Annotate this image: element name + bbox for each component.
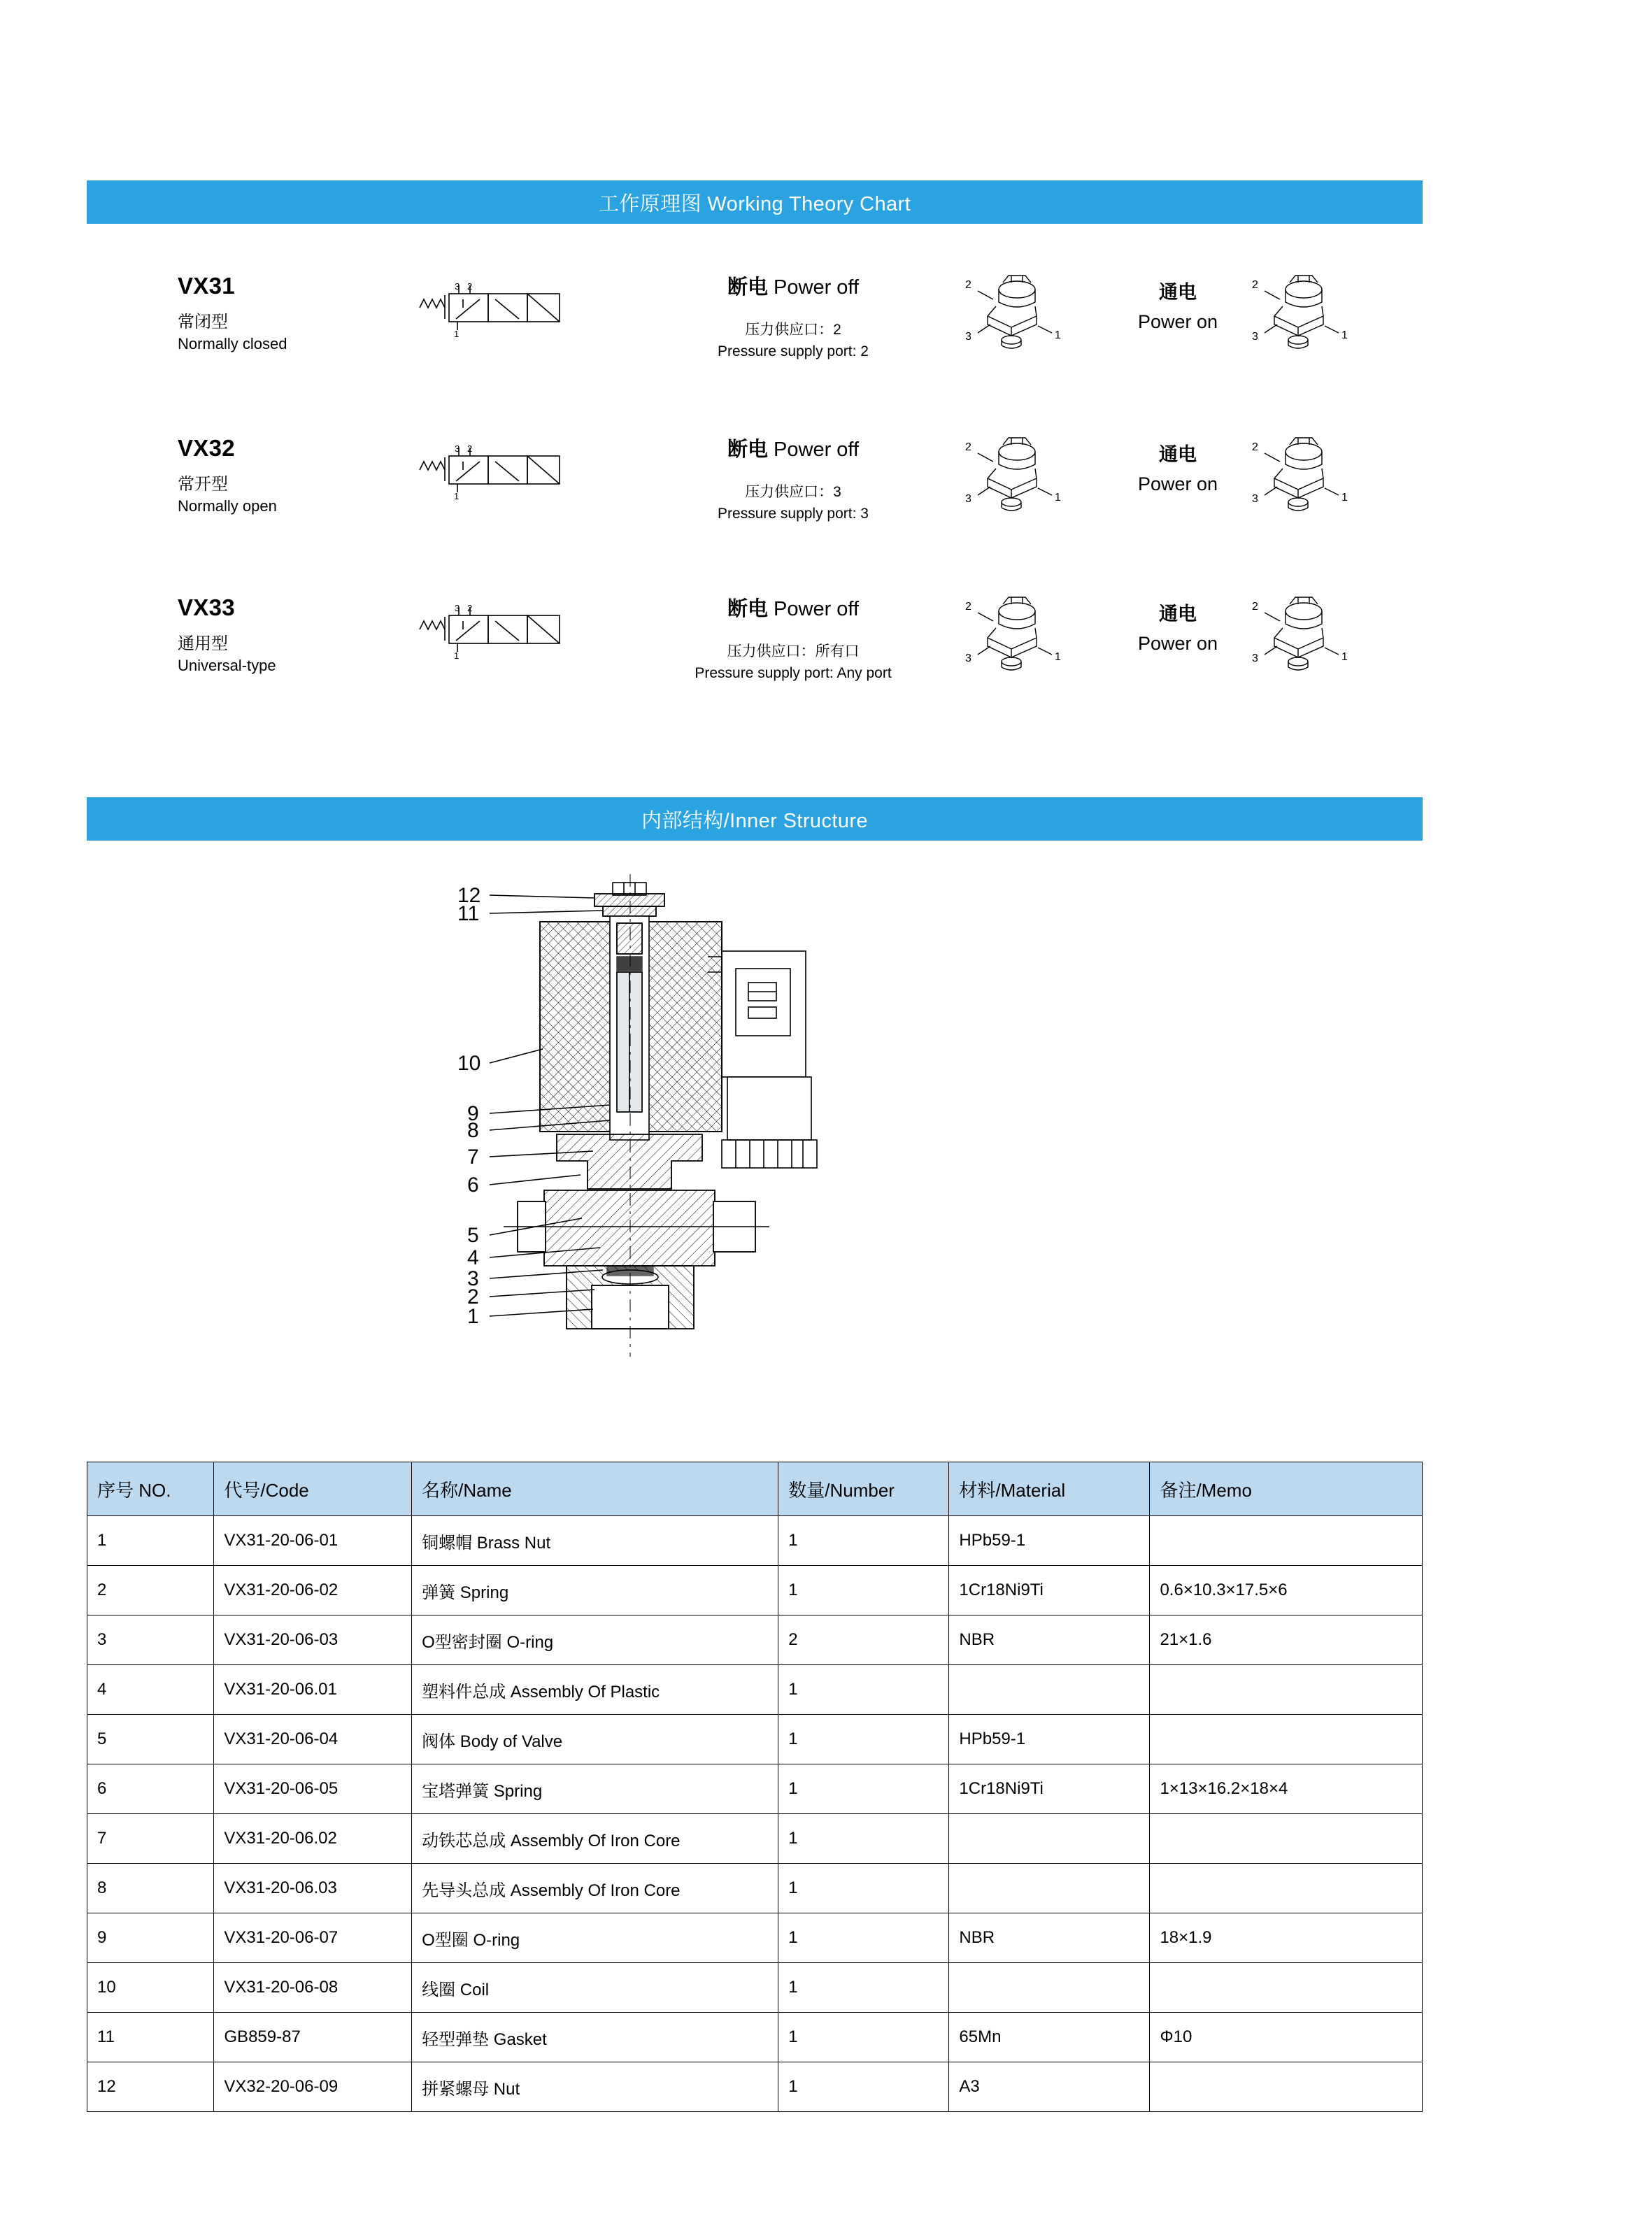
cell-no: 1: [87, 1516, 214, 1566]
cell-code: VX31-20-06-04: [214, 1715, 412, 1764]
cell-no: 8: [87, 1864, 214, 1913]
cell-material: [949, 1864, 1150, 1913]
cell-no: 7: [87, 1814, 214, 1864]
cell-memo: [1150, 1516, 1423, 1566]
iso-port-label-3: 3: [1252, 493, 1258, 505]
model-name: VX33: [178, 594, 235, 620]
cell-no: 12: [87, 2062, 214, 2112]
theory-row: [87, 266, 1423, 406]
cell-no: 11: [87, 2013, 214, 2062]
power-off-label-cn: 断电: [727, 276, 768, 299]
valve-symbol-diagram: [415, 600, 576, 677]
power-off-title: [646, 434, 940, 462]
cell-code: VX31-20-06-02: [214, 1566, 412, 1615]
cell-name: 铜螺帽 Brass Nut: [412, 1516, 778, 1566]
column-header-code: 代号/Code: [214, 1462, 412, 1516]
iso-port-label-3: 3: [1252, 331, 1258, 343]
pressure-port-cn: 压力供应口：所有口: [727, 643, 860, 659]
model-type-en: Normally closed: [178, 335, 287, 352]
iso-port-label-3: 3: [1252, 652, 1258, 664]
model-type-en: Universal-type: [178, 657, 276, 674]
cell-name: 先导头总成 Assembly Of Iron Core: [412, 1864, 778, 1913]
cell-memo: 21×1.6: [1150, 1615, 1423, 1665]
table-row: [87, 1516, 1423, 1566]
power-off-title: [646, 593, 940, 622]
symbol-port-label-3: 3: [455, 281, 460, 292]
inner-structure-drawing: [420, 874, 1259, 1427]
cell-memo: [1150, 1665, 1423, 1715]
callout-5: 5: [467, 1224, 479, 1247]
cell-number: 1: [778, 1665, 949, 1715]
table-row: [87, 2013, 1423, 2062]
cell-name: 宝塔弹簧 Spring: [412, 1764, 778, 1814]
section-banner-title: 工作原理图 Working Theory Chart: [598, 192, 911, 215]
iso-port-label-1: 1: [1055, 329, 1061, 341]
iso-port-label-3: 3: [965, 493, 971, 505]
column-header-material: 材料/Material: [949, 1462, 1150, 1516]
cell-memo: [1150, 1814, 1423, 1864]
valve-isometric-power-off: [947, 270, 1087, 361]
cell-no: 4: [87, 1665, 214, 1715]
callout-6: 6: [467, 1173, 479, 1197]
cell-name: O型密封圈 O-ring: [412, 1615, 778, 1665]
symbol-port-label-2: 2: [467, 281, 473, 292]
cell-name: O型圈 O-ring: [412, 1913, 778, 1963]
cell-code: VX31-20-06-03: [214, 1615, 412, 1665]
cell-material: HPb59-1: [949, 1516, 1150, 1566]
model-block: [178, 273, 339, 353]
section-banner-working-theory: [87, 180, 1423, 224]
cell-memo: [1150, 1963, 1423, 2013]
power-on-block: [1101, 439, 1255, 495]
cell-number: 1: [778, 1913, 949, 1963]
section-banner-inner-structure: [87, 797, 1423, 841]
cell-memo: [1150, 1864, 1423, 1913]
symbol-port-label-1: 1: [454, 329, 460, 339]
power-on-label-cn: 通电: [1159, 282, 1197, 303]
cell-memo: 0.6×10.3×17.5×6: [1150, 1566, 1423, 1615]
cell-number: 1: [778, 1864, 949, 1913]
callout-10: 10: [457, 1052, 481, 1075]
iso-port-label-3: 3: [965, 331, 971, 343]
valve-isometric-power-on: [1234, 592, 1374, 683]
valve-isometric-power-on: [1234, 270, 1374, 361]
cell-material: 1Cr18Ni9Ti: [949, 1566, 1150, 1615]
column-header-number: 数量/Number: [778, 1462, 949, 1516]
iso-port-label-2: 2: [965, 601, 971, 613]
table-row: [87, 1665, 1423, 1715]
model-name: VX32: [178, 435, 235, 461]
symbol-port-label-1: 1: [454, 650, 460, 661]
cell-memo: [1150, 2062, 1423, 2112]
cell-number: 1: [778, 1963, 949, 2013]
cell-number: 1: [778, 2062, 949, 2112]
pressure-port-en: Pressure supply port: 3: [718, 506, 869, 522]
symbol-port-label-3: 3: [455, 603, 460, 613]
cell-no: 2: [87, 1566, 214, 1615]
cell-material: HPb59-1: [949, 1715, 1150, 1764]
table-row: [87, 2062, 1423, 2112]
table-row: [87, 1615, 1423, 1665]
callout-8: 8: [467, 1119, 479, 1142]
cell-material: [949, 1963, 1150, 2013]
callout-12: 12: [457, 884, 481, 907]
cell-material: 1Cr18Ni9Ti: [949, 1764, 1150, 1814]
cell-name: 线圈 Coil: [412, 1963, 778, 2013]
power-off-block: [646, 271, 940, 360]
cell-number: 1: [778, 1566, 949, 1615]
table-row: [87, 1864, 1423, 1913]
cell-number: 1: [778, 1516, 949, 1566]
model-type-en: Normally open: [178, 497, 277, 515]
callout-1: 1: [467, 1305, 479, 1328]
cell-material: [949, 1814, 1150, 1864]
power-off-block: [646, 434, 940, 522]
table-row: [87, 1913, 1423, 1963]
column-header-name: 名称/Name: [412, 1462, 778, 1516]
cell-code: VX31-20-06-07: [214, 1913, 412, 1963]
symbol-port-label-2: 2: [467, 443, 473, 454]
cell-material: NBR: [949, 1913, 1150, 1963]
pressure-port-cn: 压力供应口：2: [745, 322, 841, 338]
cell-name: 塑料件总成 Assembly Of Plastic: [412, 1665, 778, 1715]
power-off-label-en: Power off: [774, 598, 860, 620]
iso-port-label-2: 2: [1252, 601, 1258, 613]
cell-name: 动铁芯总成 Assembly Of Iron Core: [412, 1814, 778, 1864]
cell-no: 5: [87, 1715, 214, 1764]
iso-port-label-1: 1: [1341, 492, 1348, 504]
cell-memo: 1×13×16.2×18×4: [1150, 1764, 1423, 1814]
callout-11: 11: [457, 902, 480, 925]
iso-port-label-2: 2: [1252, 441, 1258, 453]
cell-number: 1: [778, 2013, 949, 2062]
iso-port-label-1: 1: [1341, 651, 1348, 663]
model-type-cn: 常闭型: [178, 313, 228, 331]
cell-code: GB859-87: [214, 2013, 412, 2062]
column-header-no: 序号 NO.: [87, 1462, 214, 1516]
valve-isometric-power-on: [1234, 432, 1374, 523]
cell-number: 2: [778, 1615, 949, 1665]
callout-7: 7: [467, 1146, 479, 1169]
power-off-label-en: Power off: [774, 438, 860, 461]
power-on-label-cn: 通电: [1159, 444, 1197, 465]
callout-2: 2: [467, 1285, 479, 1308]
symbol-port-label-3: 3: [455, 443, 460, 454]
cell-no: 10: [87, 1963, 214, 2013]
cell-code: VX31-20-06.02: [214, 1814, 412, 1864]
cell-name: 拼紧螺母 Nut: [412, 2062, 778, 2112]
model-block: [178, 594, 339, 675]
cell-number: 1: [778, 1715, 949, 1764]
cell-name: 轻型弹垫 Gasket: [412, 2013, 778, 2062]
power-on-label-en: Power on: [1137, 473, 1218, 494]
cell-number: 1: [778, 1814, 949, 1864]
iso-port-label-2: 2: [1252, 279, 1258, 291]
power-off-label-en: Power off: [774, 276, 860, 299]
power-off-title: [646, 271, 940, 300]
pressure-port-en: Pressure supply port: 2: [718, 343, 869, 359]
cell-memo: [1150, 1715, 1423, 1764]
callout-4: 4: [467, 1246, 479, 1269]
cell-no: 6: [87, 1764, 214, 1814]
table-row: [87, 1715, 1423, 1764]
callout-9: 9: [467, 1102, 479, 1125]
cell-code: VX32-20-06-09: [214, 2062, 412, 2112]
iso-port-label-1: 1: [1055, 651, 1061, 663]
cell-memo: 18×1.9: [1150, 1913, 1423, 1963]
cell-name: 阀体 Body of Valve: [412, 1715, 778, 1764]
cell-name: 弹簧 Spring: [412, 1566, 778, 1615]
cell-material: NBR: [949, 1615, 1150, 1665]
model-type-cn: 通用型: [178, 634, 228, 653]
cell-code: VX31-20-06-01: [214, 1516, 412, 1566]
power-on-label-en: Power on: [1137, 311, 1218, 332]
power-on-label-en: Power on: [1137, 633, 1218, 654]
model-type-cn: 常开型: [178, 475, 228, 494]
iso-port-label-1: 1: [1055, 492, 1061, 504]
valve-symbol-diagram: [415, 441, 576, 518]
power-on-block: [1101, 599, 1255, 655]
cell-material: [949, 1665, 1150, 1715]
theory-row: [87, 587, 1423, 727]
cell-material: A3: [949, 2062, 1150, 2112]
pressure-port-cn: 压力供应口：3: [745, 484, 841, 500]
iso-port-label-2: 2: [965, 441, 971, 453]
iso-port-label-2: 2: [965, 279, 971, 291]
cell-code: VX31-20-06-05: [214, 1764, 412, 1814]
power-off-label-cn: 断电: [727, 598, 768, 620]
section-banner-title: 内部结构/Inner Structure: [641, 809, 868, 832]
cell-code: VX31-20-06-08: [214, 1963, 412, 2013]
power-off-label-cn: 断电: [727, 438, 768, 461]
model-name: VX31: [178, 273, 235, 299]
cell-memo: Φ10: [1150, 2013, 1423, 2062]
valve-isometric-power-off: [947, 592, 1087, 683]
table-row: [87, 1814, 1423, 1864]
cell-material: 65Mn: [949, 2013, 1150, 2062]
cell-code: VX31-20-06.01: [214, 1665, 412, 1715]
valve-symbol-diagram: [415, 278, 576, 355]
pressure-port-en: Pressure supply port: Any port: [695, 665, 892, 681]
column-header-memo: 备注/Memo: [1150, 1462, 1423, 1516]
cell-no: 3: [87, 1615, 214, 1665]
symbol-port-label-2: 2: [467, 603, 473, 613]
cell-number: 1: [778, 1764, 949, 1814]
theory-row: [87, 428, 1423, 568]
cell-code: VX31-20-06.03: [214, 1864, 412, 1913]
cell-no: 9: [87, 1913, 214, 1963]
model-block: [178, 435, 339, 515]
callout-3: 3: [467, 1267, 479, 1290]
power-on-label-cn: 通电: [1159, 604, 1197, 625]
table-row: [87, 1963, 1423, 2013]
parts-table: [87, 1462, 1423, 2112]
symbol-port-label-1: 1: [454, 491, 460, 501]
table-header-row: [87, 1462, 1423, 1516]
valve-isometric-power-off: [947, 432, 1087, 523]
power-on-block: [1101, 277, 1255, 333]
table-row: [87, 1764, 1423, 1814]
iso-port-label-3: 3: [965, 652, 971, 664]
iso-port-label-1: 1: [1341, 329, 1348, 341]
table-row: [87, 1566, 1423, 1615]
power-off-block: [646, 593, 940, 682]
